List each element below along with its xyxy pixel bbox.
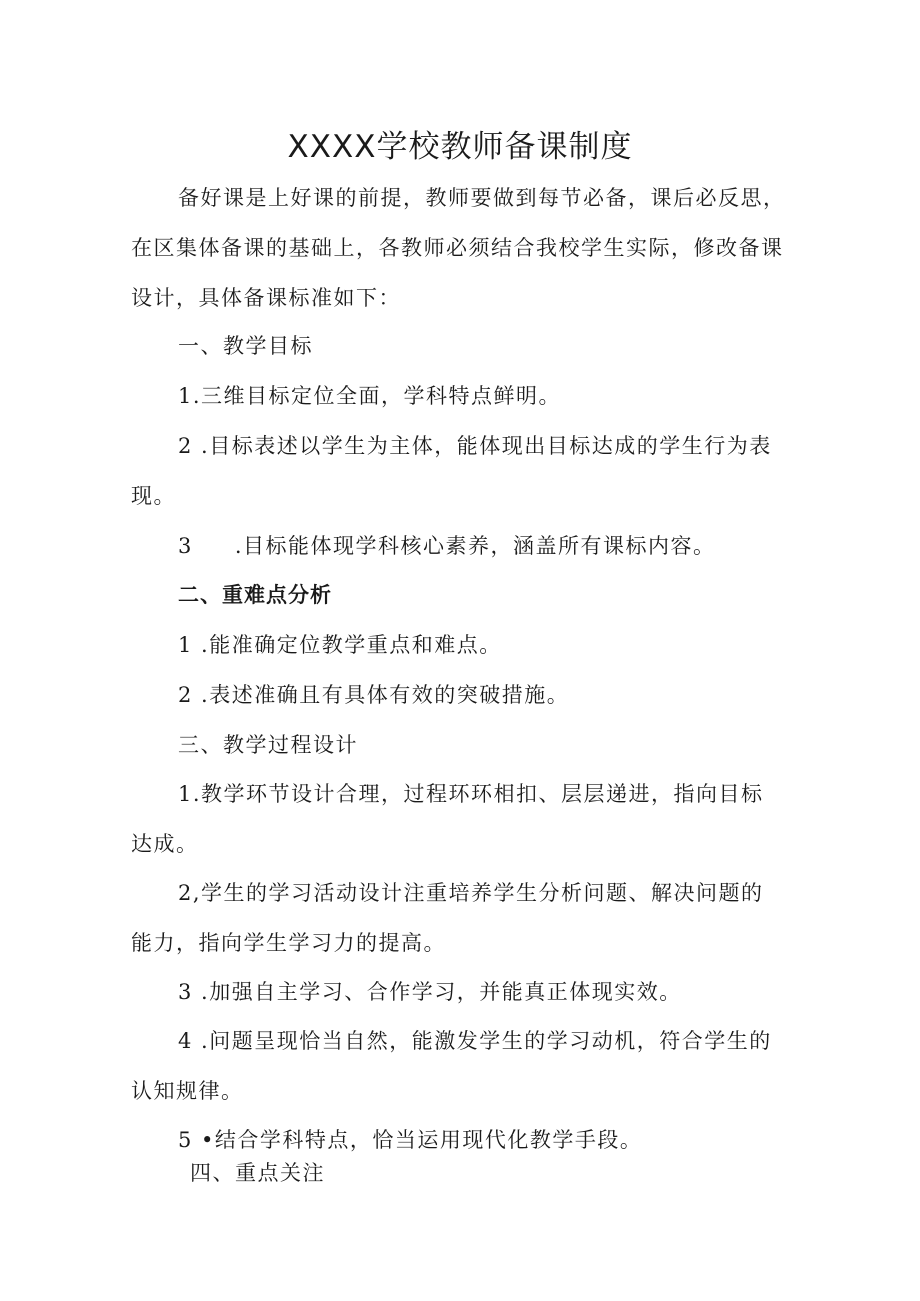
section3-item1-line1: 1.教学环节设计合理，过程环环相扣、层层递进，指向目标: [178, 782, 764, 806]
section1-item3-text: .目标能体现学科核心素养，涵盖所有课标内容。: [234, 534, 716, 558]
section3-item2-line1: 2,学生的学习活动设计注重培养学生分析问题、解决问题的: [178, 881, 764, 905]
section1-item3-number: 3: [178, 534, 193, 558]
section2-item2: 2 .表述准确且有具体有效的突破措施。: [178, 683, 570, 707]
section4-heading: 四、重点关注: [190, 1161, 325, 1185]
intro-line-3: 设计，具体备课标准如下：: [131, 286, 401, 310]
section3-item2-line2: 能力，指向学生学习力的提高。: [131, 931, 446, 955]
section3-item4-line2: 认知规律。: [131, 1079, 244, 1103]
section3-item3: 3 .加强自主学习、合作学习，并能真正体现实效。: [178, 980, 682, 1004]
section3-item4-line1: 4 .问题呈现恰当自然，能激发学生的学习动机，符合学生的: [178, 1029, 772, 1053]
section1-item2-line1: 2 .目标表述以学生为主体，能体现出目标达成的学生行为表: [178, 434, 772, 458]
intro-line-1: 备好课是上好课的前提，教师要做到每节必备，课后必反思，: [178, 186, 786, 210]
section3-item1-line2: 达成。: [131, 832, 199, 856]
section2-item1: 1 .能准确定位教学重点和难点。: [178, 633, 502, 657]
section3-heading: 三、教学过程设计: [178, 733, 358, 757]
section1-item1: 1.三维目标定位全面，学科特点鲜明。: [178, 384, 562, 408]
section1-item3: [178, 531, 716, 561]
section2-heading: 二、重难点分析: [178, 583, 332, 607]
intro-line-2: 在区集体备课的基础上，各教师必须结合我校学生实际，修改备课: [131, 236, 784, 260]
section1-heading: 一、教学目标: [178, 334, 313, 358]
section3-item5: 5 •结合学科特点，恰当运用现代化教学手段。: [178, 1128, 643, 1152]
section1-item2-line2: 现。: [131, 484, 176, 508]
document-title: XXXX学校教师备课制度: [287, 129, 633, 165]
